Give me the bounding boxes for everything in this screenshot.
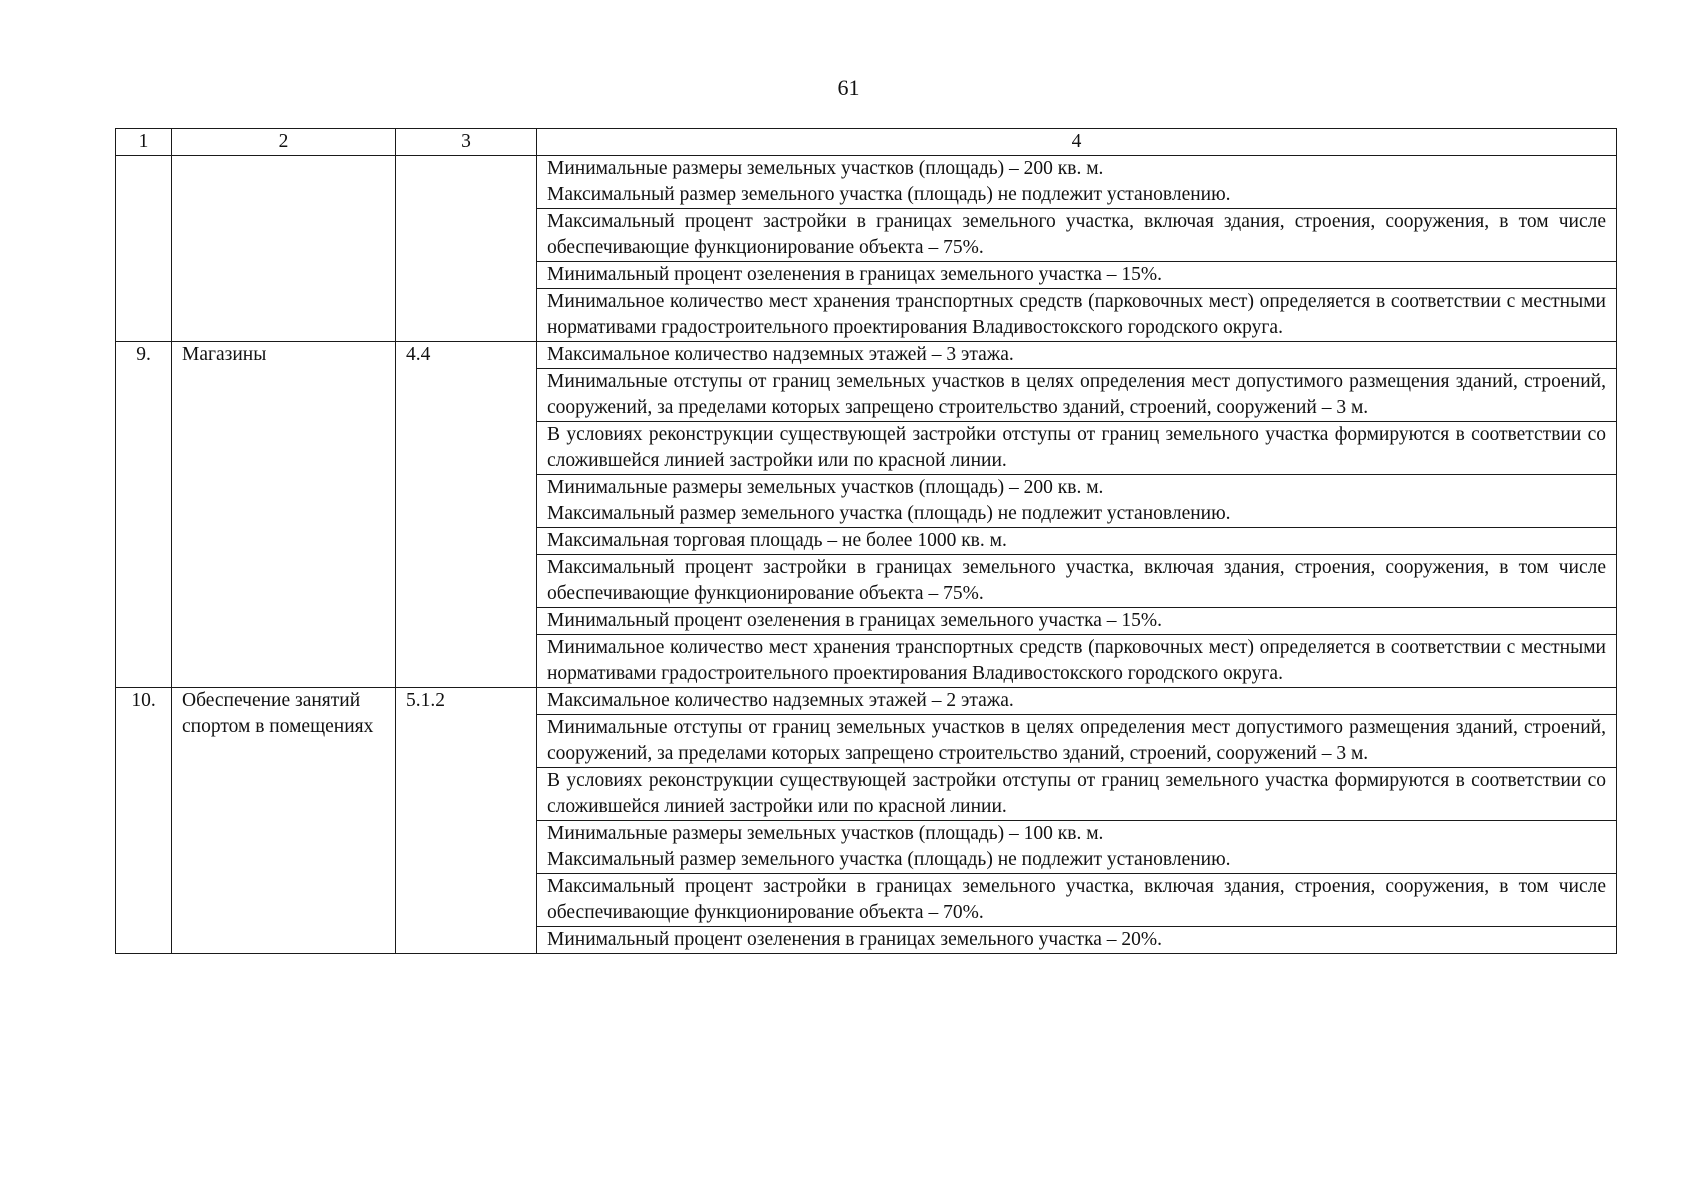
requirement-text: Минимальные отступы от границ земельных участков в целях определения мест допустимого размещения зданий, строений, сооружений, за пределами которых запрещено строительство зданий, строений, сооружений – 3 м. [547, 371, 1606, 418]
column-header-1: 1 [116, 129, 172, 156]
requirement-text: Максимальный процент застройки в границах земельного участка, включая здания, строения, сооружения, в том числе обеспечивающие функционирование объекта – 75%. [547, 211, 1606, 258]
requirement-text: Максимальное количество надземных этажей – 2 этажа. [547, 690, 1014, 711]
requirement-cell [537, 528, 1617, 555]
row-number: 10. [116, 688, 172, 954]
requirement-text: Минимальные размеры земельных участков (площадь) – 200 кв. м. [547, 477, 1104, 498]
row-code: 5.1.2 [396, 688, 537, 954]
requirement-cell [537, 262, 1617, 289]
requirement-text: В условиях реконструкции существующей застройки отступы от границ земельного участка формируются в соответствии со сложившейся линией застройки или по красной линии. [547, 424, 1606, 471]
row-name: Обеспечение занятий спортом в помещениях [172, 688, 396, 954]
table-row [116, 342, 1617, 369]
regulations-table [115, 128, 1617, 954]
requirement-cell [537, 475, 1617, 528]
requirement-text: Максимальная торговая площадь – не более 1000 кв. м. [547, 530, 1007, 551]
requirement-text: Максимальный размер земельного участка (площадь) не подлежит установлению. [547, 503, 1231, 524]
requirement-cell [537, 608, 1617, 635]
requirement-text: Максимальный размер земельного участка (площадь) не подлежит установлению. [547, 184, 1231, 205]
requirement-text: Минимальные размеры земельных участков (площадь) – 200 кв. м. [547, 158, 1104, 179]
requirement-cell [537, 422, 1617, 475]
requirement-text: В условиях реконструкции существующей застройки отступы от границ земельного участка формируются в соответствии со сложившейся линией застройки или по красной линии. [547, 770, 1606, 817]
requirement-text: Минимальные отступы от границ земельных участков в целях определения мест допустимого размещения зданий, строений, сооружений, за пределами которых запрещено строительство зданий, строений, сооружений – 3 м. [547, 717, 1606, 764]
requirement-text: Максимальный размер земельного участка (площадь) не подлежит установлению. [547, 849, 1231, 870]
row-name [172, 156, 396, 342]
row-name: Магазины [172, 342, 396, 688]
row-code: 4.4 [396, 342, 537, 688]
table-body [116, 156, 1617, 954]
requirement-text: Максимальный процент застройки в границах земельного участка, включая здания, строения, сооружения, в том числе обеспечивающие функционирование объекта – 70%. [547, 876, 1606, 923]
requirement-cell [537, 156, 1617, 209]
requirement-cell [537, 874, 1617, 927]
page-number: 61 [837, 75, 860, 100]
requirement-cell [537, 342, 1617, 369]
column-header-3: 3 [396, 129, 537, 156]
requirement-text: Минимальный процент озеленения в границах земельного участка – 15%. [547, 610, 1163, 631]
requirement-cell [537, 821, 1617, 874]
requirement-cell [537, 927, 1617, 954]
requirement-cell [537, 369, 1617, 422]
table-row [116, 688, 1617, 715]
requirement-cell [537, 768, 1617, 821]
requirement-cell [537, 688, 1617, 715]
requirement-text: Минимальное количество мест хранения транспортных средств (парковочных мест) определяется в соответствии с местными нормативами градостроительного проектирования Владивостокского городского округа. [547, 291, 1606, 338]
requirement-text: Максимальный процент застройки в границах земельного участка, включая здания, строения, сооружения, в том числе обеспечивающие функционирование объекта – 75%. [547, 557, 1606, 604]
header-row [116, 129, 1617, 156]
requirement-cell [537, 715, 1617, 768]
requirement-cell [537, 555, 1617, 608]
requirement-text: Минимальный процент озеленения в границах земельного участка – 15%. [547, 264, 1163, 285]
requirement-text: Минимальные размеры земельных участков (площадь) – 100 кв. м. [547, 823, 1104, 844]
requirement-text: Минимальное количество мест хранения транспортных средств (парковочных мест) определяется в соответствии с местными нормативами градостроительного проектирования Владивостокского городского округа. [547, 637, 1606, 684]
table-row [116, 156, 1617, 209]
requirement-cell [537, 289, 1617, 342]
requirement-text: Максимальное количество надземных этажей – 3 этажа. [547, 344, 1014, 365]
requirement-cell [537, 635, 1617, 688]
row-code [396, 156, 537, 342]
row-number [116, 156, 172, 342]
row-number: 9. [116, 342, 172, 688]
requirement-text: Минимальный процент озеленения в границах земельного участка – 20%. [547, 929, 1163, 950]
table-header [116, 129, 1617, 156]
requirement-cell [537, 209, 1617, 262]
column-header-4: 4 [537, 129, 1617, 156]
column-header-2: 2 [172, 129, 396, 156]
